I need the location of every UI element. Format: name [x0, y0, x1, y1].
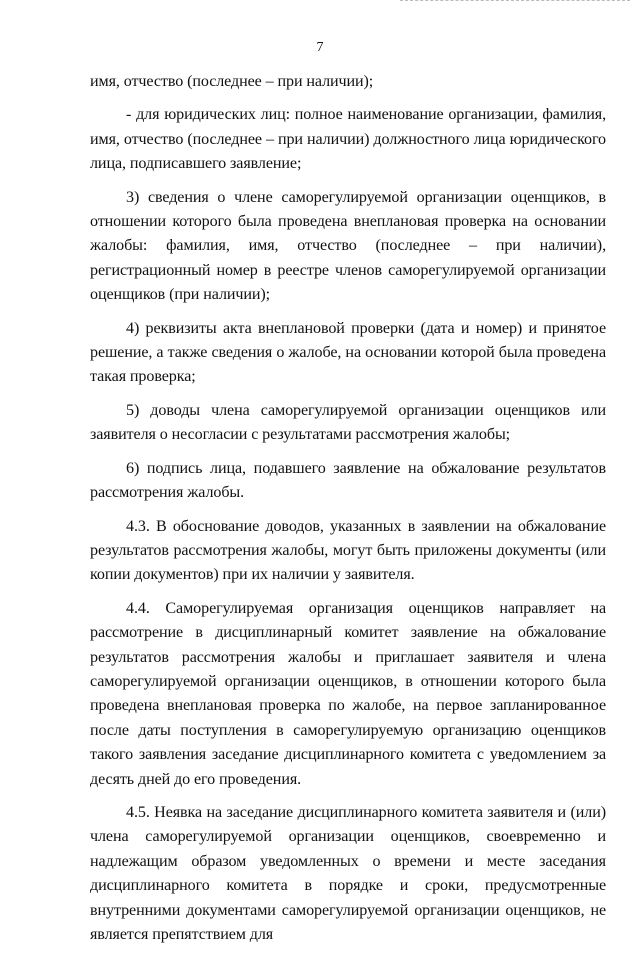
paragraph-4-3: 4.3. В обоснование доводов, указанных в заявлении на обжалование результатов рассмотрения жалобы, могут быть приложены документы (или копии документов) при их наличии у заявителя.: [90, 517, 606, 584]
paragraph-4-5: 4.5. Неявка на заседание дисциплинарного комитета заявителя и (или) члена саморегулируемой организации оценщиков, своевременно и надлежащим образом уведомленных о времени и месте заседания дисциплинарного комитета в порядке и сроки, предусмотренные внутренними документами саморегулируемой организации оценщиков, не является препятствием для: [90, 803, 606, 943]
paragraph-item-3: 3) сведения о члене саморегулируемой организации оценщиков, в отношении которого была проведена внеплановая проверка на основании жалобы: фамилия, имя, отчество (последнее – при наличии), регистрационный номер в реестре членов саморегулируемой организации оценщиков (при наличии);: [90, 188, 606, 304]
paragraph-item-4: 4) реквизиты акта внеплановой проверки (дата и номер) и принятое решение, а также сведения о жалобе, на основании которой была проведена такая проверка;: [90, 319, 606, 386]
scan-edge-marks: [400, 0, 630, 4]
document-body: [90, 70, 606, 956]
page-number: 7: [316, 40, 324, 55]
paragraph-item-6: 6) подпись лица, подавшего заявление на обжалование результатов рассмотрения жалобы.: [90, 459, 606, 502]
paragraph-item-5: 5) доводы члена саморегулируемой организации оценщиков или заявителя о несогласии с результатами рассмотрения жалобы;: [90, 401, 606, 444]
paragraph-legal-entities: - для юридических лиц: полное наименование организации, фамилия, имя, отчество (последнее – при наличии) должностного лица юридического лица, подписавшего заявление;: [90, 106, 606, 173]
paragraph-4-4: 4.4. Саморегулируемая организация оценщиков направляет на рассмотрение в дисциплинарный комитет заявление на обжалование результатов рассмотрения жалобы и приглашает заявителя и члена саморегулируемой организации оценщиков, в отношении которого была проведена внеплановая проверка по жалобе, на первое запланированное после даты поступления в саморегулируемую организацию оценщиков такого заявления заседание дисциплинарного комитета с уведомлением за десять дней до его проведения.: [90, 599, 606, 788]
paragraph-continuation: имя, отчество (последнее – при наличии);: [90, 73, 374, 90]
